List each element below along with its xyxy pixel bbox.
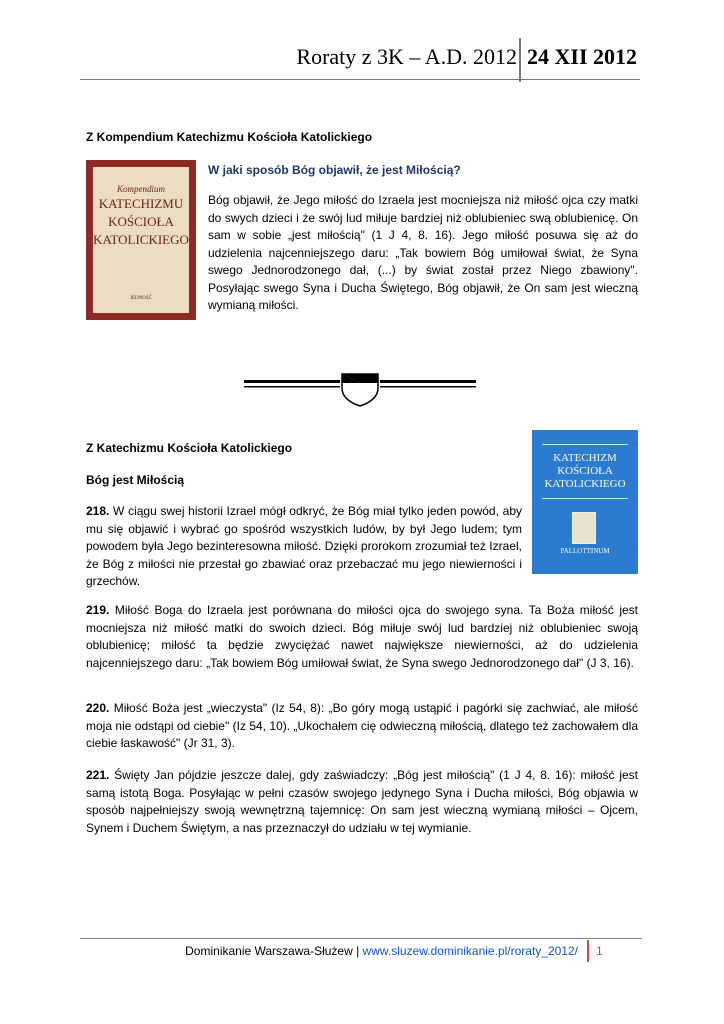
- header-date: 24 XII 2012: [527, 44, 638, 69]
- book2-line2: KOŚCIOŁA: [557, 465, 613, 477]
- book2-line1: KATECHIZM: [553, 452, 617, 464]
- book1-line4: KATOLICKIEGO: [93, 232, 189, 247]
- paragraph-text: Miłość Boża jest „wieczysta" (Iz 54, 8): „Bo góry mogą ustąpić i pagórki się zachwiać, ale miłość moja nie odstąpi od ciebie" (Iz 54, 10). „Ukochałem cię odwieczną miłością, dlatego też zachowałem dla ciebie łaskawość" (Jr 31, 3).: [86, 701, 638, 750]
- paragraph-number: 220.: [86, 701, 110, 715]
- paragraph-220: [86, 700, 638, 753]
- paragraph-219: [86, 602, 638, 672]
- paragraph-218: [86, 503, 522, 591]
- book1-line1: Kompendium: [117, 184, 165, 194]
- paragraph-221: [86, 767, 638, 837]
- paragraph-number: 219.: [86, 603, 110, 617]
- book1-line2: KATECHIZMU: [98, 196, 184, 211]
- footer-org: Dominikanie Warszawa-Służew |: [185, 944, 360, 958]
- book2-emblem-icon: [572, 512, 596, 544]
- book2-line3: KATOLICKIEGO: [544, 478, 626, 490]
- book1-line3: KOŚCIOŁA: [108, 214, 174, 229]
- section2-subtitle: Bóg jest Miłością: [86, 473, 185, 487]
- header-title: Roraty z 3K – A.D. 2012: [296, 44, 517, 69]
- section1-answer: Bóg objawił, że Jego miłość do Izraela jest mocniejsza niż miłość ojca czy matki do swych dzieci i że swój lud miłuje bardziej niż oblubieniec swą oblubienicę. On sam w sobie „jest miłością" (1 J 4, 8. 16). Jego miłość posuwa się aż do udzielenia najcenniejszego daru: „Tak bowiem Bóg umiłował świat, że Syna swego Jednorodzonego dał, (...) by świat został przez Niego zbawiony". Posyłając swego Syna i Ducha Świętego, Bóg objawił, że On sam jest wieczną wymianą miłości.: [208, 193, 638, 312]
- ornament-divider: [244, 370, 480, 408]
- paragraph-number: 218.: [86, 504, 110, 518]
- section1-title: Z Kompendium Katechizmu Kościoła Katolickiego: [86, 130, 373, 144]
- paragraph-text: W ciągu swej historii Izrael mógł odkryć, że Bóg miał tylko jeden powód, aby mu się objawić i wybrać go spośród wszystkich ludów, by był Jego ludem; tym powodem była Jego bezinteresowna miłość. Dzięki prorokom zrozumiał też Izrael, że Bóg z miłości nie przestał go zbawiać oraz przebaczać mu jego niewierności i grzechów.: [86, 504, 522, 588]
- page-number: 1: [596, 944, 603, 958]
- book2-publisher: PALLOTTINUM: [560, 547, 610, 555]
- section2-title: Z Katechizmu Kościoła Katolickiego: [86, 441, 293, 455]
- book1-publisher: JEDNOŚĆ: [130, 296, 152, 301]
- header-divider: [519, 38, 521, 82]
- paragraph-number: 221.: [86, 768, 110, 782]
- footer-url-link[interactable]: www.sluzew.dominikanie.pl/roraty_2012/: [362, 944, 578, 958]
- katechizm-book-cover: [532, 430, 638, 574]
- section1-question: W jaki sposób Bóg objawił, że jest Miłością?: [208, 163, 461, 177]
- page-number-box: [589, 940, 640, 962]
- paragraph-text: Miłość Boga do Izraela jest porównana do miłości ojca do swojego syna. Ta Boża miłość jest mocniejsza niż miłość matki do swoich dzieci. Bóg miłuje swój lud bardziej niż oblubieniec swoją oblubienicę; miłość ta będzie zwyciężać nawet największe niewierności, aż do udzielenia najcenniejszego daru: „Tak bowiem Bóg umiłował świat, że Syna swego Jednorodzonego dał" (J 3, 16).: [86, 603, 638, 670]
- footer-rule: [80, 938, 642, 939]
- footer-text: [185, 944, 578, 958]
- header-rule: [80, 79, 640, 80]
- kompendium-book-cover: [86, 160, 196, 320]
- paragraph-text: Święty Jan pójdzie jeszcze dalej, gdy zaświadczy: „Bóg jest miłością" (1 J 4, 8. 16): miłość jest samą istotą Boga. Posyłając w pełni czasów swojego jedynego Syna i Ducha miłości, Bóg objawia w sposób najpełniejszy swoją wewnętrzną tajemnicę: On sam jest wieczną wymianą miłości – Ojcem, Synem i Duchem Świętym, a nas przeznaczył do udziału w tej wymianie.: [86, 768, 638, 835]
